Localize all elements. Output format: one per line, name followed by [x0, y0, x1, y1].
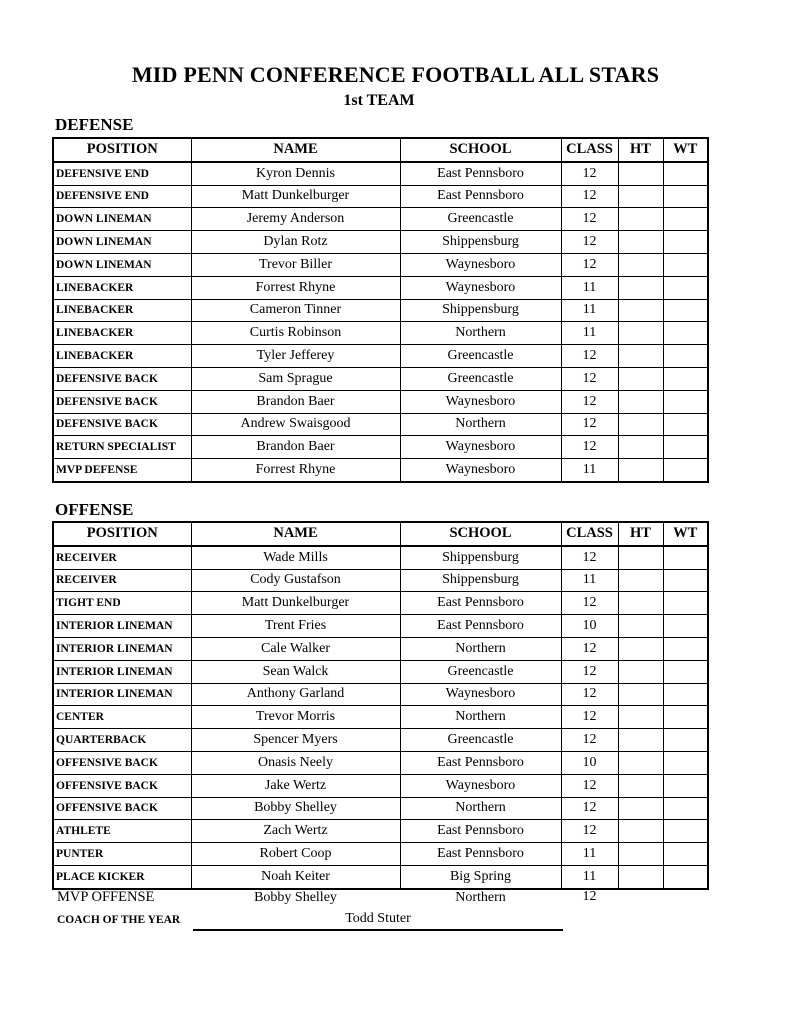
- table-row: [53, 185, 708, 208]
- class-cell: 12: [561, 660, 618, 683]
- class-cell: 12: [561, 706, 618, 729]
- name-cell: Trevor Biller: [191, 253, 400, 276]
- school-cell: Greencastle: [400, 208, 561, 231]
- school-cell: Shippensburg: [400, 569, 561, 592]
- ht-cell: [618, 185, 663, 208]
- header-school: SCHOOL: [400, 522, 561, 546]
- table-row: [53, 683, 708, 706]
- school-cell: Waynesboro: [400, 436, 561, 459]
- ht-cell: [618, 592, 663, 615]
- name-cell: Kyron Dennis: [191, 162, 400, 185]
- school-cell: East Pennsboro: [400, 820, 561, 843]
- table-row: [53, 637, 708, 660]
- wt-cell: [663, 751, 708, 774]
- table-row: [53, 276, 708, 299]
- name-cell: Matt Dunkelburger: [191, 185, 400, 208]
- page-title: MID PENN CONFERENCE FOOTBALL ALL STARS: [131, 62, 660, 87]
- table-row: [53, 546, 708, 569]
- position-cell: MVP DEFENSE: [53, 459, 191, 482]
- name-cell: Cody Gustafson: [191, 569, 400, 592]
- table-row: [53, 299, 708, 322]
- table-row: [53, 253, 708, 276]
- name-cell: Noah Keiter: [191, 865, 400, 888]
- header-position: POSITION: [53, 522, 191, 546]
- school-cell: East Pennsboro: [400, 185, 561, 208]
- name-cell: Sam Sprague: [191, 367, 400, 390]
- table-row: [53, 231, 708, 254]
- school-cell: Waynesboro: [400, 253, 561, 276]
- header-wt: WT: [663, 522, 708, 546]
- coach-of-year-label: COACH OF THE YEAR: [57, 914, 181, 926]
- wt-cell: [663, 615, 708, 638]
- header-wt: WT: [663, 138, 708, 162]
- name-cell: Trent Fries: [191, 615, 400, 638]
- header-ht: HT: [618, 138, 663, 162]
- name-cell: Spencer Myers: [191, 729, 400, 752]
- header-class: CLASS: [561, 138, 618, 162]
- wt-cell: [663, 253, 708, 276]
- position-cell: INTERIOR LINEMAN: [53, 683, 191, 706]
- school-cell: Northern: [400, 797, 561, 820]
- mvp-offense-label: MVP OFFENSE: [57, 889, 155, 905]
- wt-cell: [663, 774, 708, 797]
- class-cell: 12: [561, 774, 618, 797]
- class-cell: 12: [561, 185, 618, 208]
- table-row: [53, 367, 708, 390]
- school-cell: Northern: [400, 413, 561, 436]
- class-cell: 12: [561, 231, 618, 254]
- table-row: [53, 706, 708, 729]
- school-cell: East Pennsboro: [400, 615, 561, 638]
- wt-cell: [663, 162, 708, 185]
- wt-cell: [663, 208, 708, 231]
- mvp-offense-class: 12: [582, 889, 597, 904]
- table-row: [53, 322, 708, 345]
- table-row: [53, 345, 708, 368]
- table-row: [53, 843, 708, 866]
- class-cell: 12: [561, 345, 618, 368]
- name-cell: Tyler Jefferey: [191, 345, 400, 368]
- ht-cell: [618, 820, 663, 843]
- ht-cell: [618, 729, 663, 752]
- table-row: [53, 436, 708, 459]
- header-ht: HT: [618, 522, 663, 546]
- class-cell: 11: [561, 843, 618, 866]
- ht-cell: [618, 660, 663, 683]
- ht-cell: [618, 797, 663, 820]
- class-cell: 12: [561, 253, 618, 276]
- offense-section-label: OFFENSE: [55, 500, 134, 519]
- school-cell: Big Spring: [400, 865, 561, 888]
- ht-cell: [618, 706, 663, 729]
- position-cell: LINEBACKER: [53, 276, 191, 299]
- name-cell: Bobby Shelley: [191, 797, 400, 820]
- table-row: [53, 820, 708, 843]
- table-row: [53, 413, 708, 436]
- class-cell: 10: [561, 751, 618, 774]
- ht-cell: [618, 865, 663, 888]
- wt-cell: [663, 637, 708, 660]
- table-row: [53, 569, 708, 592]
- wt-cell: [663, 592, 708, 615]
- table-row: [53, 592, 708, 615]
- table-row: [53, 660, 708, 683]
- table-row: [53, 615, 708, 638]
- ht-cell: [618, 276, 663, 299]
- ht-cell: [618, 683, 663, 706]
- class-cell: 12: [561, 367, 618, 390]
- name-cell: Dylan Rotz: [191, 231, 400, 254]
- header-position: POSITION: [53, 138, 191, 162]
- table-row: [53, 459, 708, 482]
- ht-cell: [618, 162, 663, 185]
- position-cell: QUARTERBACK: [53, 729, 191, 752]
- position-cell: INTERIOR LINEMAN: [53, 637, 191, 660]
- ht-cell: [618, 345, 663, 368]
- school-cell: Shippensburg: [400, 546, 561, 569]
- offense-table-body: [53, 546, 708, 889]
- wt-cell: [663, 390, 708, 413]
- school-cell: Waynesboro: [400, 390, 561, 413]
- position-cell: DOWN LINEMAN: [53, 208, 191, 231]
- class-cell: 12: [561, 162, 618, 185]
- wt-cell: [663, 683, 708, 706]
- position-cell: LINEBACKER: [53, 345, 191, 368]
- class-cell: 11: [561, 865, 618, 888]
- wt-cell: [663, 729, 708, 752]
- mvp-offense-name: Bobby Shelley: [254, 890, 337, 905]
- header-name: NAME: [191, 522, 400, 546]
- class-cell: 12: [561, 820, 618, 843]
- wt-cell: [663, 322, 708, 345]
- ht-cell: [618, 843, 663, 866]
- class-cell: 11: [561, 459, 618, 482]
- school-cell: Northern: [400, 706, 561, 729]
- table-row: [53, 390, 708, 413]
- defense-section-label: DEFENSE: [55, 115, 134, 134]
- wt-cell: [663, 185, 708, 208]
- class-cell: 12: [561, 436, 618, 459]
- position-cell: RETURN SPECIALIST: [53, 436, 191, 459]
- class-cell: 11: [561, 322, 618, 345]
- name-cell: Forrest Rhyne: [191, 276, 400, 299]
- position-cell: DEFENSIVE BACK: [53, 413, 191, 436]
- table-row: [53, 774, 708, 797]
- name-cell: Brandon Baer: [191, 436, 400, 459]
- position-cell: ATHLETE: [53, 820, 191, 843]
- wt-cell: [663, 843, 708, 866]
- school-cell: Northern: [400, 322, 561, 345]
- name-cell: Robert Coop: [191, 843, 400, 866]
- position-cell: INTERIOR LINEMAN: [53, 615, 191, 638]
- name-cell: Forrest Rhyne: [191, 459, 400, 482]
- wt-cell: [663, 231, 708, 254]
- wt-cell: [663, 660, 708, 683]
- class-cell: 12: [561, 390, 618, 413]
- class-cell: 10: [561, 615, 618, 638]
- wt-cell: [663, 569, 708, 592]
- wt-cell: [663, 299, 708, 322]
- school-cell: Waynesboro: [400, 683, 561, 706]
- name-cell: Wade Mills: [191, 546, 400, 569]
- offense-header-row: [53, 522, 708, 546]
- position-cell: DEFENSIVE BACK: [53, 390, 191, 413]
- ht-cell: [618, 459, 663, 482]
- offense-table: [52, 521, 709, 890]
- mvp-offense-school: Northern: [455, 890, 506, 905]
- position-cell: PLACE KICKER: [53, 865, 191, 888]
- defense-table-body: [53, 162, 708, 482]
- table-row: [53, 797, 708, 820]
- school-cell: Greencastle: [400, 345, 561, 368]
- school-cell: East Pennsboro: [400, 162, 561, 185]
- ht-cell: [618, 637, 663, 660]
- name-cell: Andrew Swaisgood: [191, 413, 400, 436]
- ht-cell: [618, 231, 663, 254]
- ht-cell: [618, 253, 663, 276]
- position-cell: PUNTER: [53, 843, 191, 866]
- school-cell: Greencastle: [400, 660, 561, 683]
- ht-cell: [618, 569, 663, 592]
- school-cell: East Pennsboro: [400, 592, 561, 615]
- table-row: [53, 208, 708, 231]
- ht-cell: [618, 751, 663, 774]
- position-cell: TIGHT END: [53, 592, 191, 615]
- header-class: CLASS: [561, 522, 618, 546]
- class-cell: 12: [561, 413, 618, 436]
- name-cell: Cale Walker: [191, 637, 400, 660]
- class-cell: 11: [561, 569, 618, 592]
- table-row: [53, 751, 708, 774]
- ht-cell: [618, 546, 663, 569]
- coach-signature-line: [193, 929, 563, 931]
- position-cell: LINEBACKER: [53, 299, 191, 322]
- school-cell: Shippensburg: [400, 231, 561, 254]
- position-cell: OFFENSIVE BACK: [53, 774, 191, 797]
- ht-cell: [618, 413, 663, 436]
- school-cell: East Pennsboro: [400, 751, 561, 774]
- class-cell: 12: [561, 546, 618, 569]
- name-cell: Onasis Neely: [191, 751, 400, 774]
- coach-of-year-name: Todd Stuter: [345, 911, 411, 926]
- ht-cell: [618, 774, 663, 797]
- class-cell: 11: [561, 276, 618, 299]
- wt-cell: [663, 546, 708, 569]
- class-cell: 12: [561, 683, 618, 706]
- position-cell: RECEIVER: [53, 569, 191, 592]
- name-cell: Cameron Tinner: [191, 299, 400, 322]
- table-row: [53, 162, 708, 185]
- name-cell: Jeremy Anderson: [191, 208, 400, 231]
- name-cell: Jake Wertz: [191, 774, 400, 797]
- class-cell: 12: [561, 729, 618, 752]
- wt-cell: [663, 820, 708, 843]
- position-cell: DOWN LINEMAN: [53, 253, 191, 276]
- position-cell: CENTER: [53, 706, 191, 729]
- school-cell: Greencastle: [400, 729, 561, 752]
- defense-table: [52, 137, 709, 483]
- wt-cell: [663, 345, 708, 368]
- school-cell: Waynesboro: [400, 276, 561, 299]
- ht-cell: [618, 208, 663, 231]
- name-cell: Curtis Robinson: [191, 322, 400, 345]
- wt-cell: [663, 797, 708, 820]
- defense-header-row: [53, 138, 708, 162]
- name-cell: Trevor Morris: [191, 706, 400, 729]
- name-cell: Matt Dunkelburger: [191, 592, 400, 615]
- name-cell: Zach Wertz: [191, 820, 400, 843]
- header-name: NAME: [191, 138, 400, 162]
- ht-cell: [618, 322, 663, 345]
- wt-cell: [663, 459, 708, 482]
- wt-cell: [663, 276, 708, 299]
- page-subtitle: 1st TEAM: [343, 92, 415, 109]
- name-cell: Sean Walck: [191, 660, 400, 683]
- ht-cell: [618, 615, 663, 638]
- position-cell: OFFENSIVE BACK: [53, 751, 191, 774]
- table-row: [53, 729, 708, 752]
- school-cell: East Pennsboro: [400, 843, 561, 866]
- position-cell: DOWN LINEMAN: [53, 231, 191, 254]
- position-cell: DEFENSIVE END: [53, 185, 191, 208]
- wt-cell: [663, 865, 708, 888]
- position-cell: LINEBACKER: [53, 322, 191, 345]
- position-cell: DEFENSIVE END: [53, 162, 191, 185]
- class-cell: 12: [561, 208, 618, 231]
- school-cell: Northern: [400, 637, 561, 660]
- wt-cell: [663, 706, 708, 729]
- class-cell: 12: [561, 797, 618, 820]
- name-cell: Brandon Baer: [191, 390, 400, 413]
- position-cell: INTERIOR LINEMAN: [53, 660, 191, 683]
- ht-cell: [618, 299, 663, 322]
- class-cell: 11: [561, 299, 618, 322]
- table-row: [53, 865, 708, 888]
- school-cell: Shippensburg: [400, 299, 561, 322]
- name-cell: Anthony Garland: [191, 683, 400, 706]
- school-cell: Waynesboro: [400, 459, 561, 482]
- school-cell: Waynesboro: [400, 774, 561, 797]
- class-cell: 12: [561, 637, 618, 660]
- wt-cell: [663, 413, 708, 436]
- position-cell: OFFENSIVE BACK: [53, 797, 191, 820]
- wt-cell: [663, 367, 708, 390]
- position-cell: DEFENSIVE BACK: [53, 367, 191, 390]
- wt-cell: [663, 436, 708, 459]
- ht-cell: [618, 390, 663, 413]
- ht-cell: [618, 436, 663, 459]
- school-cell: Greencastle: [400, 367, 561, 390]
- header-school: SCHOOL: [400, 138, 561, 162]
- ht-cell: [618, 367, 663, 390]
- position-cell: RECEIVER: [53, 546, 191, 569]
- class-cell: 12: [561, 592, 618, 615]
